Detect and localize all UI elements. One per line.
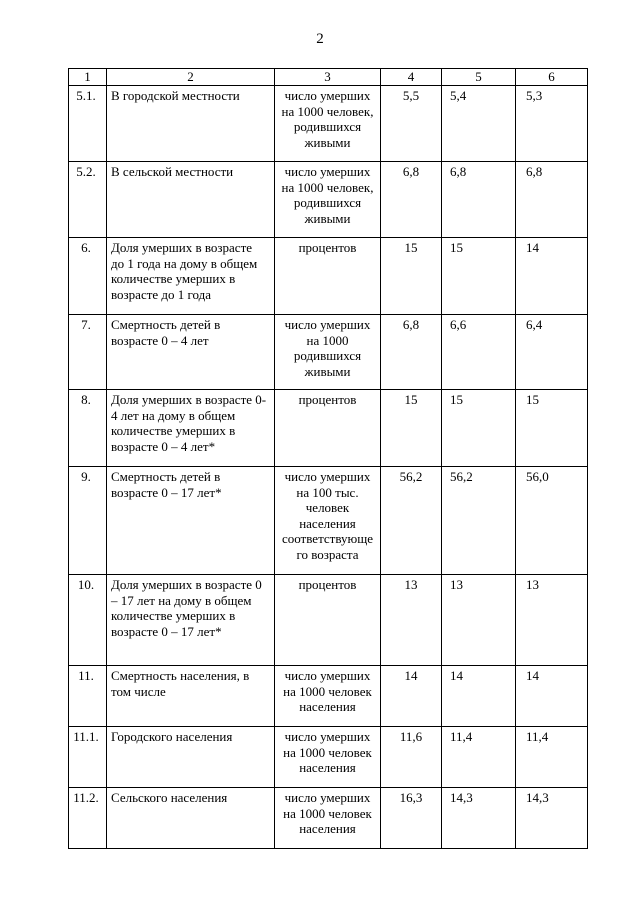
value-col-6: 13 xyxy=(516,575,588,666)
unit-of-measure: число умерших на 1000 человек населения xyxy=(275,727,381,788)
value-col-5: 6,6 xyxy=(442,315,516,390)
value-col-4: 14 xyxy=(381,666,442,727)
row-number: 11. xyxy=(69,666,107,727)
unit-of-measure: процентов xyxy=(275,238,381,315)
value-col-6: 5,3 xyxy=(516,86,588,162)
table-row xyxy=(69,727,588,788)
row-number: 9. xyxy=(69,467,107,575)
value-col-6: 15 xyxy=(516,390,588,467)
indicator-name: Смертность детей в возрасте 0 – 17 лет* xyxy=(107,467,275,575)
row-number: 8. xyxy=(69,390,107,467)
value-col-4: 5,5 xyxy=(381,86,442,162)
table-body xyxy=(69,69,588,849)
row-number: 5.2. xyxy=(69,162,107,238)
table-row xyxy=(69,162,588,238)
column-header: 4 xyxy=(381,69,442,86)
value-col-4: 16,3 xyxy=(381,788,442,849)
table-row xyxy=(69,666,588,727)
value-col-4: 11,6 xyxy=(381,727,442,788)
value-col-5: 11,4 xyxy=(442,727,516,788)
value-col-6: 6,8 xyxy=(516,162,588,238)
unit-of-measure: число умерших на 1000 родившихся живыми xyxy=(275,315,381,390)
table-header-row xyxy=(69,69,588,86)
value-col-5: 56,2 xyxy=(442,467,516,575)
column-header: 3 xyxy=(275,69,381,86)
value-col-6: 56,0 xyxy=(516,467,588,575)
value-col-4: 13 xyxy=(381,575,442,666)
value-col-4: 15 xyxy=(381,238,442,315)
table-row xyxy=(69,86,588,162)
column-header: 6 xyxy=(516,69,588,86)
value-col-4: 6,8 xyxy=(381,315,442,390)
value-col-4: 56,2 xyxy=(381,467,442,575)
indicator-name: Городского населения xyxy=(107,727,275,788)
value-col-6: 14,3 xyxy=(516,788,588,849)
row-number: 10. xyxy=(69,575,107,666)
row-number: 11.2. xyxy=(69,788,107,849)
unit-of-measure: число умерших на 100 тыс. человек населения соответствующе го возраста xyxy=(275,467,381,575)
indicators-table xyxy=(68,68,588,849)
table-row xyxy=(69,238,588,315)
table-row xyxy=(69,575,588,666)
unit-of-measure: число умерших на 1000 человек населения xyxy=(275,788,381,849)
indicator-name: Сельского населения xyxy=(107,788,275,849)
indicator-name: Доля умерших в возрасте до 1 года на дому в общем количестве умерших в возрасте до 1 года xyxy=(107,238,275,315)
value-col-5: 15 xyxy=(442,238,516,315)
row-number: 5.1. xyxy=(69,86,107,162)
value-col-6: 14 xyxy=(516,238,588,315)
indicator-name: Доля умерших в возрасте 0 – 17 лет на дому в общем количестве умерших в возрасте 0 – 17 лет* xyxy=(107,575,275,666)
table-row xyxy=(69,467,588,575)
unit-of-measure: число умерших на 1000 человек, родившихся живыми xyxy=(275,86,381,162)
row-number: 11.1. xyxy=(69,727,107,788)
value-col-6: 14 xyxy=(516,666,588,727)
page-number: 2 xyxy=(316,31,324,47)
indicator-name: Смертность детей в возрасте 0 – 4 лет xyxy=(107,315,275,390)
column-header: 1 xyxy=(69,69,107,86)
unit-of-measure: процентов xyxy=(275,390,381,467)
table-row xyxy=(69,315,588,390)
row-number: 7. xyxy=(69,315,107,390)
table-row xyxy=(69,390,588,467)
unit-of-measure: процентов xyxy=(275,575,381,666)
indicator-name: Доля умерших в возрасте 0-4 лет на дому в общем количестве умерших в возрасте 0 – 4 лет* xyxy=(107,390,275,467)
value-col-4: 15 xyxy=(381,390,442,467)
value-col-5: 13 xyxy=(442,575,516,666)
column-header: 5 xyxy=(442,69,516,86)
value-col-5: 15 xyxy=(442,390,516,467)
indicator-name: В городской местности xyxy=(107,86,275,162)
table-row xyxy=(69,788,588,849)
unit-of-measure: число умерших на 1000 человек, родившихся живыми xyxy=(275,162,381,238)
row-number: 6. xyxy=(69,238,107,315)
value-col-5: 14,3 xyxy=(442,788,516,849)
value-col-5: 6,8 xyxy=(442,162,516,238)
column-header: 2 xyxy=(107,69,275,86)
indicator-name: В сельской местности xyxy=(107,162,275,238)
indicator-name: Смертность населения, в том числе xyxy=(107,666,275,727)
value-col-5: 14 xyxy=(442,666,516,727)
value-col-5: 5,4 xyxy=(442,86,516,162)
value-col-6: 6,4 xyxy=(516,315,588,390)
unit-of-measure: число умерших на 1000 человек населения xyxy=(275,666,381,727)
value-col-4: 6,8 xyxy=(381,162,442,238)
value-col-6: 11,4 xyxy=(516,727,588,788)
